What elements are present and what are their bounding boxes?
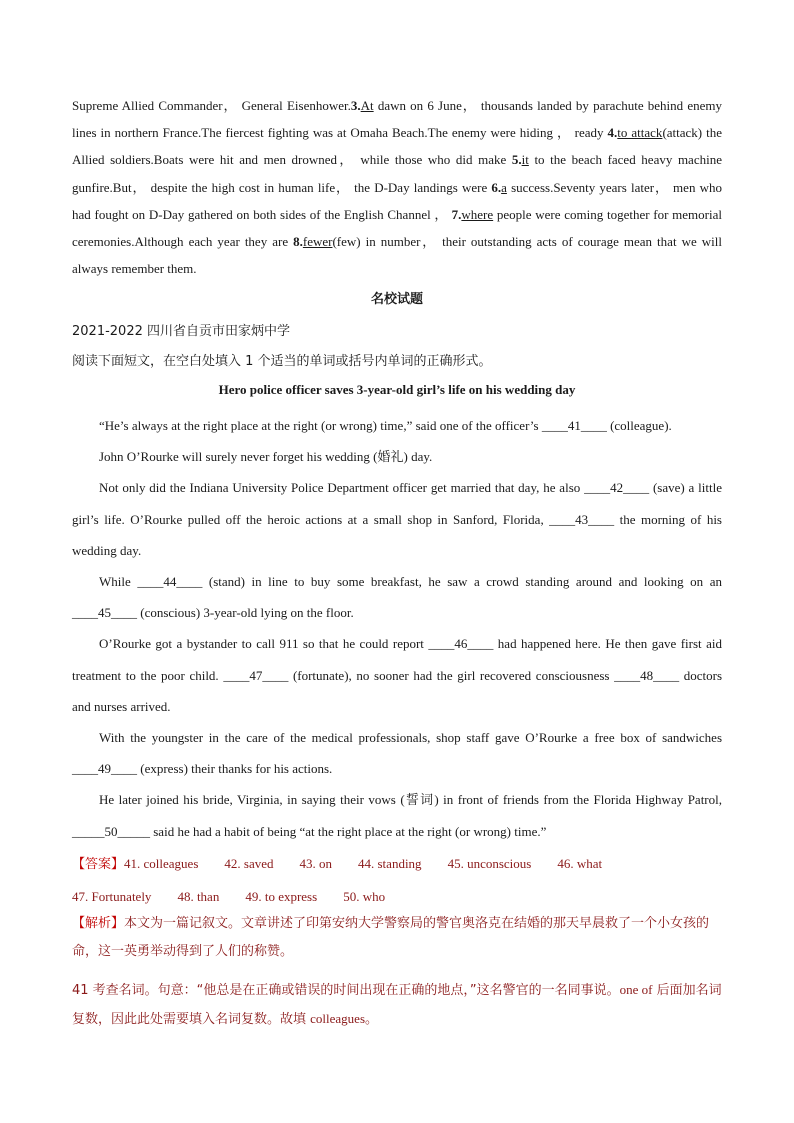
blank-number: 3. (350, 98, 361, 113)
answer-item: 46. what (557, 856, 603, 871)
article-paragraph: He later joined his bride, Virginia, in saying their vows (誓词) in front of friends from the Florida Highway Patrol, _____50_____ said he had a habit of being “at the right place at the right (or wrong) time.” (72, 792, 722, 839)
filled-answer: a (501, 179, 507, 195)
intro-paragraph (72, 92, 722, 282)
intro-text: Supreme Allied Commander， General Eisenhower. (72, 98, 351, 113)
filled-answer: it (521, 152, 529, 168)
analysis-text: colleagues (310, 1011, 366, 1026)
analysis-text: 本文为一篇记叙文。文章讲述了印第安纳大学警察局的警官奥洛克在结婚的那天早晨救了一个小女孩的命，这一英勇举动得到了人们的称赞。 (72, 916, 710, 959)
filled-answer: to attack (617, 125, 663, 141)
blank-number: 8. (293, 234, 303, 250)
analysis-tag: 【解析】 (72, 916, 125, 931)
analysis-q41 (72, 976, 722, 1034)
article-paragraph: With the youngster in the care of the medical professionals, shop staff gave O’Rourke a free box of sandwiches ____49____ (express) their thanks for his actions. (72, 730, 722, 777)
analysis-text: 后面加名词复数，因此此处需要填入名词复数。故填 (72, 983, 722, 1027)
article-paragraph: “He’s always at the right place at the right (or wrong) time,” said one of the officer’s ____41____ (colleague). (99, 418, 672, 433)
answer-item: 42. saved (224, 856, 274, 871)
section-title: 名校试题 (370, 292, 423, 307)
blank-number: 7. (451, 206, 462, 222)
intro-text: dawn on 6 June， thousands landed by parachute behind enemy lines in northern France.The fiercest fighting was at Omaha Beach.The enemy were hiding ， ready (72, 98, 723, 141)
answer-item: 43. on (299, 856, 332, 871)
analysis-section (72, 910, 722, 1034)
analysis-text: 。 (365, 1012, 379, 1027)
article-paragraph: Not only did the Indiana University Police Department officer get married that day, he also ____42____ (save) a little girl’s life. O’Rourke pulled off the heroic actions at a small shop in Sanford, Florida, ____43____ the morning of his wedding day. (72, 480, 722, 558)
filled-answer: At (360, 98, 374, 113)
analysis-text: one of (619, 982, 653, 997)
answer-item: 47. Fortunately (72, 888, 152, 904)
filled-answer: where (461, 206, 494, 222)
intro-text: to the beach faced heavy machine gunfire.But， despite the high cost in human life， the D-Day landings were (72, 152, 722, 195)
analysis-summary (72, 910, 722, 966)
answer-item: 44. standing (358, 856, 422, 871)
answer-item: 50. who (343, 888, 386, 904)
filled-answer: fewer (302, 234, 333, 250)
intro-text: (few) in number， their outstanding acts of courage mean that we will always remember them. (72, 234, 722, 277)
article-paragraph: While ____44____ (stand) in line to buy some breakfast, he saw a crowd standing around and looking on an ____45____ (conscious) 3-year-old lying on the floor. (72, 574, 722, 621)
exam-source: 2021-2022 四川省自贡市田家炳中学 (72, 324, 290, 339)
blank-number: 4. (607, 125, 618, 141)
intro-passage (72, 92, 722, 282)
article-paragraph: O’Rourke got a bystander to call 911 so that he could report ____46____ had happened here. He then gave first aid treatment to the poor child. ____47____ (fortunate), no sooner had the girl recovered consciousness ____48____ doctors and nurses arrived. (72, 636, 722, 714)
exercise-instruction: 阅读下面短文，在空白处填入 1 个适当的单词或括号内单词的正确形式。 (72, 354, 492, 369)
analysis-text: 41 考查名词。句意：“他总是在正确或错误的时间出现在正确的地点，”这名警官的一名同事说。 (72, 983, 620, 998)
answer-key (72, 848, 722, 912)
intro-text: success.Seventy years later， men who had fought on D-Day gathered on both sides of the English Channel ， (72, 179, 722, 222)
article-body (72, 410, 722, 847)
intro-text: (attack) the Allied soldiers.Boats were hit and men drowned， while those who did make (72, 125, 722, 168)
blank-number: 6. (491, 179, 502, 195)
blank-number: 5. (511, 152, 522, 168)
intro-text: people were coming together for memorial ceremonies.Although each year they are (72, 206, 722, 250)
answer-item: 45. unconscious (447, 856, 532, 871)
answer-item: 41. colleagues (124, 856, 199, 871)
article-paragraph: John O’Rourke will surely never forget his wedding (婚礼) day. (99, 449, 433, 465)
answer-tag: 【答案】 (72, 857, 125, 872)
article-title: Hero police officer saves 3-year-old girl’s life on his wedding day (218, 382, 576, 397)
answer-item: 49. to express (245, 888, 318, 904)
answer-item: 48. than (177, 888, 220, 904)
